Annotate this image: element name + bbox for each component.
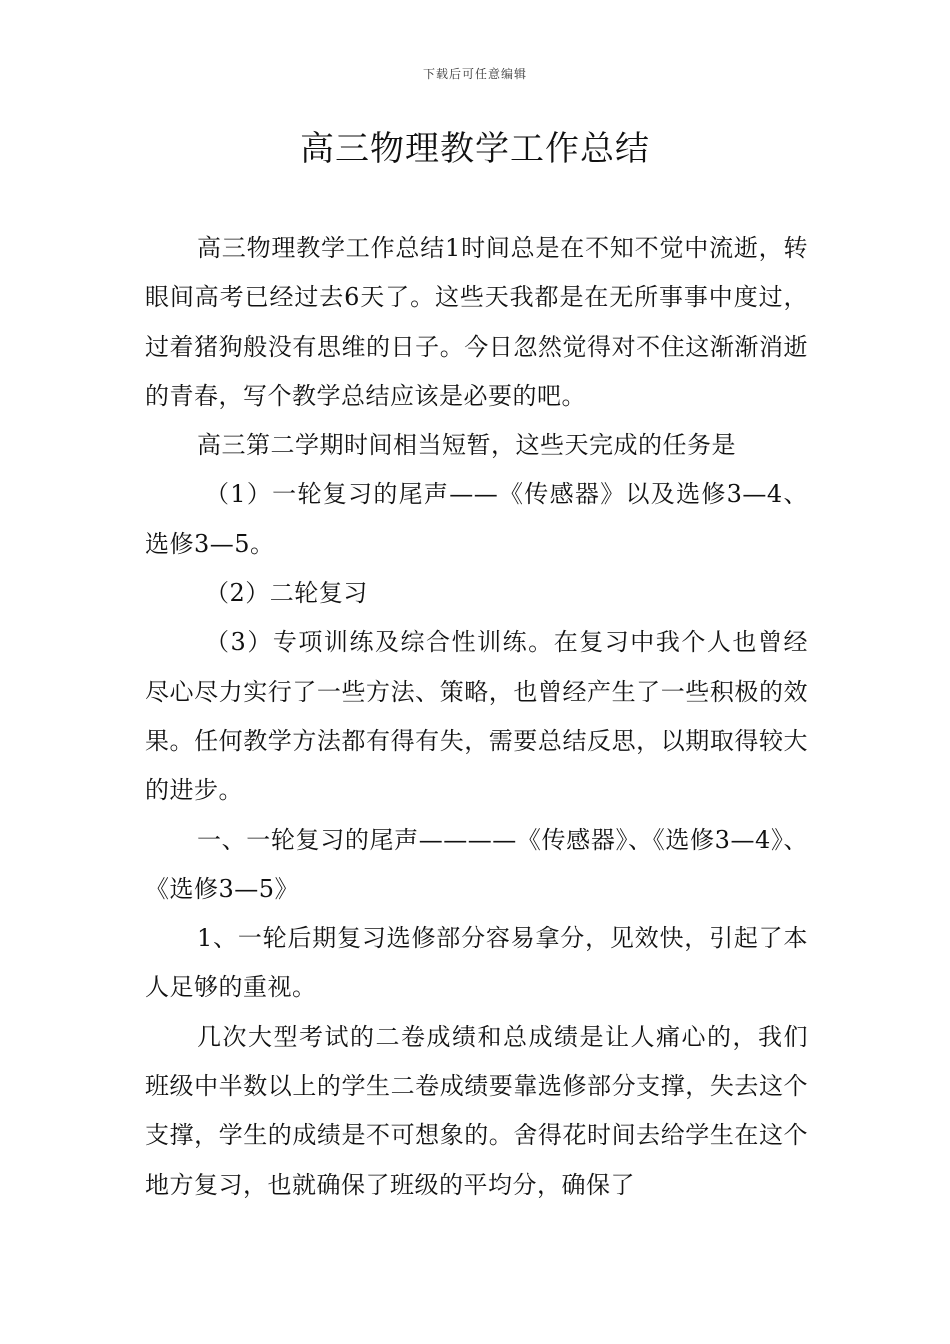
document-body <box>145 224 808 1210</box>
section-heading-1: 一、一轮复习的尾声————《传感器》、《选修3—4》、《选修3—5》 <box>145 825 808 903</box>
header-note: 下载后可任意编辑 <box>422 67 527 81</box>
paragraph-point-1: 1、一轮后期复习选修部分容易拿分，见效快，引起了本人足够的重视。 <box>145 924 808 1002</box>
document-title: 高三物理教学工作总结 <box>300 129 650 169</box>
paragraph-tasks-lead: 高三第二学期时间相当短暂，这些天完成的任务是 <box>197 431 736 460</box>
paragraph-intro: 高三物理教学工作总结1时间总是在不知不觉中流逝，转眼间高考已经过去6天了。这些天我都是在无所事事中度过，过着猪狗般没有思维的日子。今日忽然觉得对不住这渐渐消逝的青春，写个教学总结应该是必要的吧。 <box>145 234 808 410</box>
paragraph-task-2: （2）二轮复习 <box>205 579 368 608</box>
paragraph-exam-results: 几次大型考试的二卷成绩和总成绩是让人痛心的，我们班级中半数以上的学生二卷成绩要靠选修部分支撑，失去这个支撑，学生的成绩是不可想象的。舍得花时间去给学生在这个地方复习，也就确保了班级的平均分，确保了 <box>145 1022 808 1199</box>
paragraph-task-1: （1）一轮复习的尾声——《传感器》以及选修3—4、选修3—5。 <box>145 480 808 558</box>
paragraph-task-3: （3）专项训练及综合性训练。在复习中我个人也曾经尽心尽力实行了一些方法、策略，也曾经产生了一些积极的效果。任何教学方法都有得有失，需要总结反思，以期取得较大的进步。 <box>145 628 808 805</box>
